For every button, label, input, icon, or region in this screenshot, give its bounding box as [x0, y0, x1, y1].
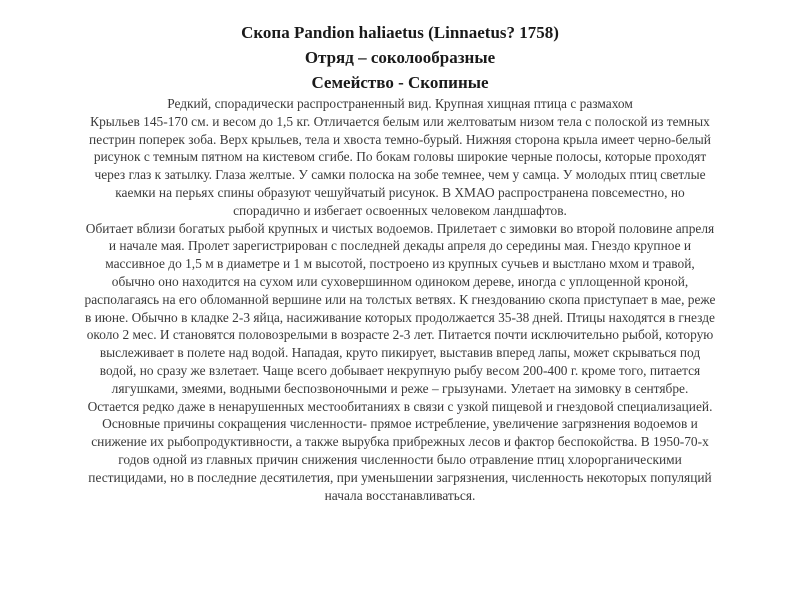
text-line: располагаясь на его обломанной вершине или на толстых ветвях. К гнездованию скопа приступает в мае, реже	[84, 291, 716, 307]
text-line: годов одной из главных причин снижения численности было отравление птиц хлорорганическими	[118, 451, 682, 467]
text-line: Остается редко даже в ненарушенных местообитаниях в связи с узкой пищевой и гнездовой специализацией.	[87, 398, 713, 414]
text-line: пестицидами, но в последние десятилетия, при уменьшении загрязнения, численность некоторых популяций	[88, 469, 712, 485]
text-line: через глаз к затылку. Глаза желтые. У самки полоска на зобе темнее, чем у самца. У молодых птиц светлые	[94, 167, 706, 183]
text-line: массивное до 1,5 м в диаметре и 1 м высотой, построено из крупных сучьев и выстлано мхом и травой,	[105, 256, 695, 272]
text-line: пестрин поперек зоба. Верх крыльев, тела и хвоста темно-бурый. Нижняя сторона крыла имеет черно-белый	[89, 131, 711, 147]
text-line: каемки на перьях спины образуют чешуйчатый рисунок. В ХМАО распространена повсеместно, но	[115, 184, 685, 200]
text-line: начала восстанавливаться.	[324, 487, 476, 503]
order-title: Отряд – соколообразные	[304, 48, 496, 67]
text-line: Основные причины сокращения численности- прямое истребление, увеличение загрязнения водоемов и	[102, 416, 698, 432]
text-line: Обитает вблизи богатых рыбой крупных и чистых водоемов. Прилетает с зимовки во второй половине апреля	[85, 220, 715, 236]
species-description	[28, 95, 772, 504]
text-line: водой, но сразу же взлетает. Чаще всего добывает некрупную рыбу весом 200-400 г. кроме того, питается	[99, 362, 701, 378]
text-line: и начале мая. Пролет зарегистрирован с последней декады апреля до середины мая. Гнездо крупное и	[108, 238, 692, 254]
text-line: снижение их рыбопродуктивности, а также вырубка прибрежных лесов и фактор беспокойства. В 1950-70-х	[91, 434, 709, 450]
family-title: Семейство - Скопиные	[311, 73, 489, 92]
text-line: в июне. Обычно в кладке 2-3 яйца, насиживание которых продолжается 35-38 дней. Птицы находятся в гнезде	[85, 309, 715, 325]
text-line: рисунок с темным пятном на кистевом сгибе. По бокам головы широкие черные полосы, которые проходят	[93, 149, 707, 165]
text-line: лягушками, змеями, водными беспозвоночными и реже – грызунами. Улетает на зимовку в сентябре.	[111, 380, 689, 396]
text-line: выслеживает в полете над водой. Нападая, круто пикирует, выставив вперед лапы, может скрываться под	[99, 345, 701, 361]
text-line: Крыльев 145-170 см. и весом до 1,5 кг. Отличается белым или желтоватым низом тела с полоской из темных	[90, 113, 710, 129]
text-line: спорадично и избегает освоенных человеком ландшафтов.	[233, 202, 567, 218]
document-header	[0, 20, 800, 95]
text-line: обычно оно находится на сухом или суховершинном одиноком дереве, иногда с уплощенной кроной,	[111, 273, 689, 289]
text-line: около 2 мес. И становятся половозрелыми в возрасте 2-3 лет. Питается почти исключительно рыбой, которую	[86, 327, 714, 343]
text-line: Редкий, спорадически распространенный вид. Крупная хищная птица с размахом	[167, 96, 633, 111]
species-title: Скопа Pandion haliaetus (Linnaetus? 1758)	[241, 23, 559, 42]
